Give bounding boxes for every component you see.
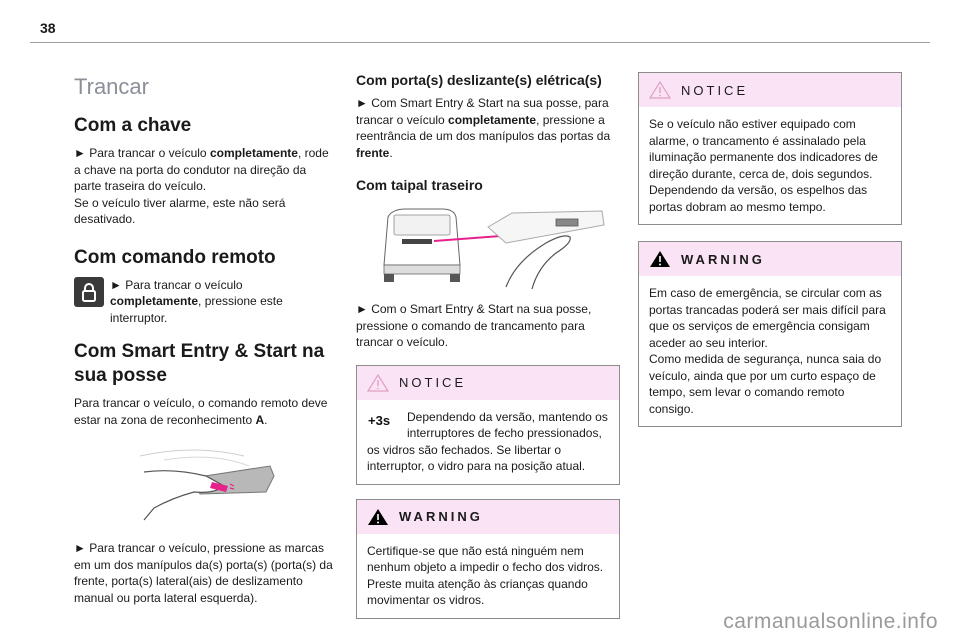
sliding-doors-instruction: ► Com Smart Entry & Start na sua posse, para trancar o veículo completamente, pressione a reentrância de um dos manípulos das portas da frente. bbox=[356, 96, 611, 160]
heading-key: Com a chave bbox=[74, 115, 192, 136]
smart-entry-instruction: ► Para trancar o veículo, pressione as marcas em um dos manípulos da(s) porta(s) (porta(s) da frente, porta(s) lateral(ais) de deslizamento manual ou porta lateral esquerda). bbox=[74, 541, 333, 605]
heading-tailgate: Com taipal traseiro bbox=[356, 177, 483, 193]
warning-header bbox=[357, 500, 619, 534]
section-title: Trancar bbox=[74, 74, 149, 99]
warning-triangle-icon bbox=[367, 508, 389, 526]
warning-body bbox=[357, 534, 619, 618]
remote-instruction-row bbox=[74, 277, 336, 327]
warning-header bbox=[639, 242, 901, 276]
notice-text: Dependendo da versão, mantendo os interruptores de fecho pressionados, os vidros são fechados. Se libertar o interruptor, o vidro para na posição atual. bbox=[367, 409, 608, 473]
warning-body bbox=[639, 276, 901, 426]
tailgate-illustration bbox=[356, 203, 620, 291]
lock-button-icon bbox=[74, 277, 104, 307]
smart-entry-paragraph: Para trancar o veículo, o comando remoto deve estar na zona de reconhecimento A. bbox=[74, 396, 328, 427]
notice-title: NOTICE bbox=[399, 375, 467, 390]
remote-instruction: ► Para trancar o veículo completamente, pressione este interruptor. bbox=[110, 277, 283, 325]
warning-box-windows bbox=[356, 499, 620, 619]
warning-title: WARNING bbox=[399, 509, 483, 524]
page-number: 38 bbox=[40, 20, 56, 36]
header-rule bbox=[30, 42, 930, 43]
notice-box-alarm bbox=[638, 72, 902, 225]
watermark: carmanualsonline.info bbox=[723, 610, 938, 633]
key-note: Se o veículo tiver alarme, este não será desativado. bbox=[74, 195, 286, 226]
notice-body bbox=[357, 400, 619, 484]
warning-box-emergency bbox=[638, 241, 902, 427]
notice-header bbox=[639, 73, 901, 107]
warning-text-emergency: Em caso de emergência, se circular com as portas trancadas poderá ser mais difícil para que os serviços de emergência consigam aceder ao seu interior. bbox=[649, 286, 886, 350]
hold-3-seconds-icon bbox=[367, 409, 401, 431]
heading-remote: Com comando remoto bbox=[74, 246, 276, 268]
heading-sliding-doors: Com porta(s) deslizante(s) elétrica(s) bbox=[356, 72, 602, 88]
notice-body bbox=[639, 107, 901, 224]
notice-text: Se o veículo não estiver equipado com alarme, o trancamento é assinalado pela iluminação permanente dos indicadores de direção durante, cerca de, dois segundos. Dependendo da versão, os espelhos das portas dobram ao mesmo tempo. bbox=[649, 117, 878, 214]
notice-title: NOTICE bbox=[681, 82, 749, 98]
column-2 bbox=[356, 60, 620, 619]
key-instruction: ► Para trancar o veículo completamente, rode a chave na porta do condutor na direção da parte traseira do veículo. bbox=[74, 146, 329, 193]
column-3 bbox=[638, 60, 902, 427]
warning-triangle-icon bbox=[649, 250, 671, 268]
notice-triangle-icon bbox=[367, 374, 389, 392]
notice-header bbox=[357, 366, 619, 400]
warning-text-safety: Como medida de segurança, nunca saia do veículo, ainda que por um curto espaço de tempo, sem levar o comando remoto consigo. bbox=[649, 352, 882, 416]
warning-text: Certifique-se que não está ninguém nem nenhum objeto a impedir o fecho dos vidros. Preste muita atenção às crianças quando movimentar os vidros. bbox=[367, 543, 604, 607]
door-handle-illustration bbox=[74, 442, 336, 522]
warning-title: WARNING bbox=[681, 251, 765, 267]
notice-triangle-icon bbox=[649, 81, 671, 99]
tailgate-instruction: ► Com o Smart Entry & Start na sua posse, pressione o comando de trancamento para trancar o veículo. bbox=[356, 302, 592, 349]
hold-badge-text: +3s bbox=[368, 412, 391, 428]
column-1 bbox=[74, 60, 336, 606]
notice-box-windows bbox=[356, 365, 620, 485]
heading-smart-entry: Com Smart Entry & Start na sua posse bbox=[74, 341, 325, 386]
